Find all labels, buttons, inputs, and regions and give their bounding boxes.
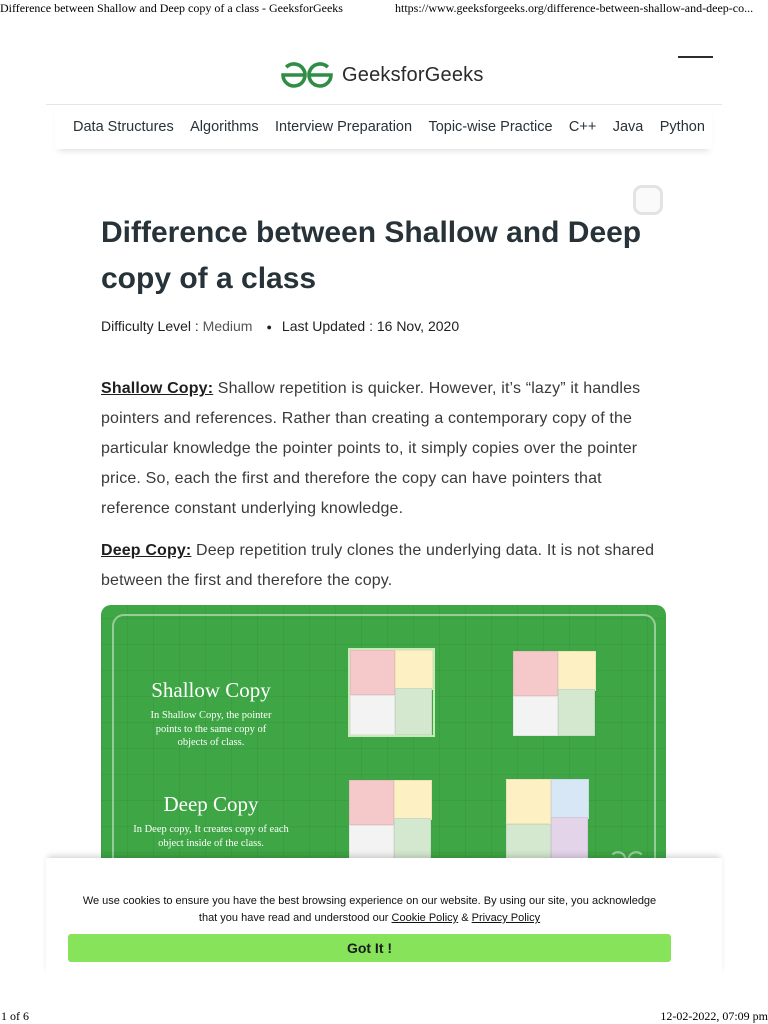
- print-page-title: Difference between Shallow and Deep copy of a class - GeeksforGeeks: [0, 1, 343, 15]
- shallow-copy-text: Shallow repetition is quicker. However, it’s “lazy” it handles pointers and references. Rather than creating a contemporary copy of the particular knowledge the pointer points to, it simply copies over the pointer price. So, each the first and therefore the copy can have pointers that reference constant underlying knowledge.: [101, 380, 641, 517]
- deep-copy-heading: Deep Copy: [163, 792, 259, 816]
- got-it-button[interactable]: Got It !: [68, 934, 671, 962]
- cookie-message-line1: We use cookies to ensure you have the best browsing experience on our website. By using our site, you acknowledge: [82, 895, 657, 907]
- cookie-ampersand: &: [458, 912, 472, 924]
- deep-copy-caption: In Deep copy, It creates copy of each object inside of the class.: [133, 824, 289, 849]
- meta-separator: ●: [266, 322, 272, 332]
- nav-item-cpp[interactable]: C++: [568, 119, 597, 135]
- article-title: Difference between Shallow and Deep copy of a class: [101, 216, 642, 295]
- nav-item-python[interactable]: Python: [659, 119, 705, 135]
- shallow-copy-heading: Shallow Copy: [151, 678, 271, 702]
- memory-cell: [350, 650, 395, 695]
- shallow-copied-block: [513, 651, 596, 736]
- main-nav: [55, 105, 712, 149]
- print-header: [0, 1, 768, 17]
- deep-copied-block: [506, 779, 589, 864]
- memory-cell: [551, 779, 589, 819]
- difficulty-label: Difficulty Level :: [101, 318, 203, 334]
- privacy-policy-link[interactable]: Privacy Policy: [471, 912, 541, 924]
- nav-item-data-structures[interactable]: Data Structures: [73, 119, 174, 135]
- article: [101, 210, 667, 905]
- deep-original-block: [349, 780, 432, 865]
- shallow-copy-caption: In Shallow Copy, the pointer points to the same copy of objects of class.: [150, 710, 272, 748]
- nav-items: [73, 105, 705, 149]
- print-page-count: 1 of 6: [1, 1009, 29, 1023]
- memory-cell: [513, 696, 558, 736]
- nav-item-java[interactable]: Java: [612, 119, 644, 135]
- memory-cell: [394, 780, 432, 820]
- shallow-copy-label: [131, 677, 291, 750]
- last-updated: Last Updated : 16 Nov, 2020: [281, 318, 460, 334]
- menu-icon[interactable]: [678, 56, 713, 58]
- gfg-logo-icon: [280, 61, 334, 89]
- nav-item-interview-preparation[interactable]: Interview Preparation: [275, 119, 413, 135]
- memory-cell: [513, 651, 558, 696]
- print-footer: [0, 1009, 768, 1024]
- cookie-message-line2: that you have read and understood our: [198, 912, 392, 924]
- site-logo[interactable]: [280, 61, 484, 89]
- shallow-copy-paragraph: [101, 374, 667, 524]
- memory-cell: [558, 651, 596, 691]
- shallow-original-block: [350, 650, 433, 735]
- memory-cell: [350, 695, 395, 735]
- deep-copy-text: Deep repetition truly clones the underlying data. It is not shared between the first and therefore the copy.: [101, 542, 655, 589]
- deep-copy-label: [131, 791, 291, 850]
- cookie-message: [40, 893, 699, 927]
- memory-cell: [551, 817, 588, 864]
- logo-text: GeeksforGeeks: [342, 63, 484, 86]
- cookie-banner: [46, 858, 722, 976]
- memory-cell: [349, 780, 394, 825]
- article-meta: [101, 316, 667, 336]
- deep-copy-paragraph: [101, 536, 667, 596]
- print-page-url: https://www.geeksforgeeks.org/difference-between-shallow-and-deep-co...: [395, 1, 754, 15]
- difficulty-value[interactable]: Medium: [202, 318, 253, 334]
- memory-cell: [558, 689, 595, 736]
- memory-cell: [506, 779, 551, 824]
- nav-item-algorithms[interactable]: Algorithms: [190, 119, 259, 135]
- cookie-policy-link[interactable]: Cookie Policy: [391, 912, 459, 924]
- nav-item-topic-wise-practice[interactable]: Topic-wise Practice: [428, 119, 553, 135]
- memory-cell: [395, 650, 433, 690]
- print-timestamp: 12-02-2022, 07:09 pm: [660, 1009, 768, 1023]
- memory-cell: [395, 688, 432, 735]
- deep-copy-term: Deep Copy:: [101, 542, 192, 559]
- shallow-copy-term: Shallow Copy:: [101, 380, 214, 397]
